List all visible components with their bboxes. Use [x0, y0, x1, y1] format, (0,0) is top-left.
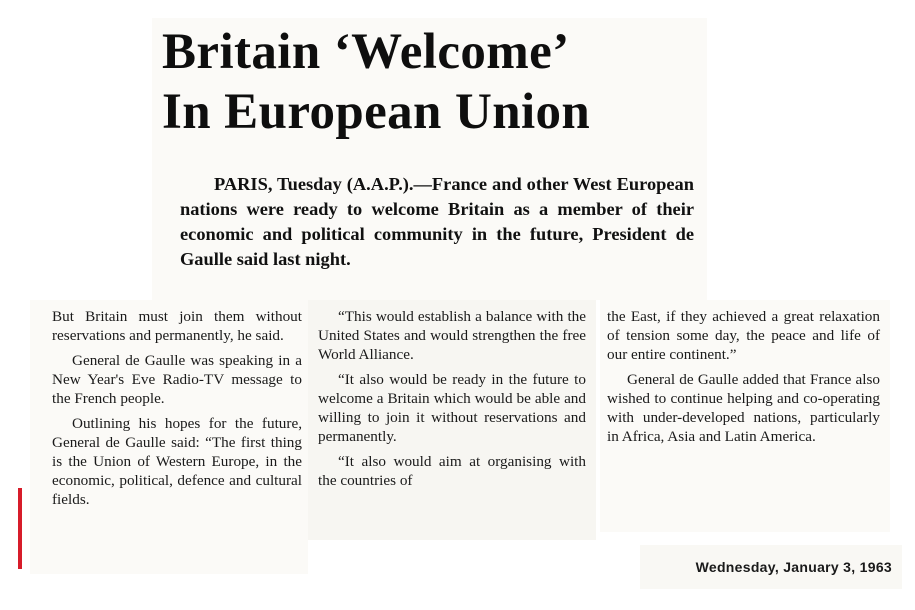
paragraph: General de Gaulle added that France also wished to continue helping and co-operating with under-developed nations, particularly in Africa, Asia and Latin America. — [607, 371, 880, 445]
paragraph: “It also would be ready in the future to welcome a Britain which would be able and willing to join it without reservations and permanently. — [318, 371, 586, 445]
selection-marker — [18, 488, 22, 569]
column-2 — [308, 300, 596, 540]
headline-clipping — [152, 18, 707, 300]
column-1 — [30, 300, 308, 574]
paragraph: the East, if they achieved a great relaxation of tension some day, the peace and life of our entire continent.” — [607, 308, 880, 363]
paragraph: Outlining his hopes for the future, General de Gaulle said: “The first thing is the Union of Western Europe, in the economic, political, defence and cultural fields. — [52, 415, 302, 508]
paragraph: “This would establish a balance with the United States and would strengthen the free World Alliance. — [318, 308, 586, 363]
headline — [162, 22, 590, 142]
paragraph: But Britain must join them without reservations and permanently, he said. — [52, 308, 302, 344]
column-3 — [600, 300, 890, 532]
headline-line-2: In European Union — [162, 84, 591, 140]
lead-paragraph: PARIS, Tuesday (A.A.P.).—France and other West European nations were ready to welcome Britain as a member of their economic and political community in the future, President de Gaulle said last night. — [180, 174, 694, 269]
dateline: Wednesday, January 3, 1963 — [695, 559, 892, 575]
paragraph: “It also would aim at organising with the countries of — [318, 453, 586, 489]
paragraph: General de Gaulle was speaking in a New Year's Eve Radio-TV message to the French people. — [52, 352, 302, 407]
headline-line-1: Britain ‘Welcome’ — [162, 24, 570, 80]
dateline-clipping — [640, 545, 902, 589]
